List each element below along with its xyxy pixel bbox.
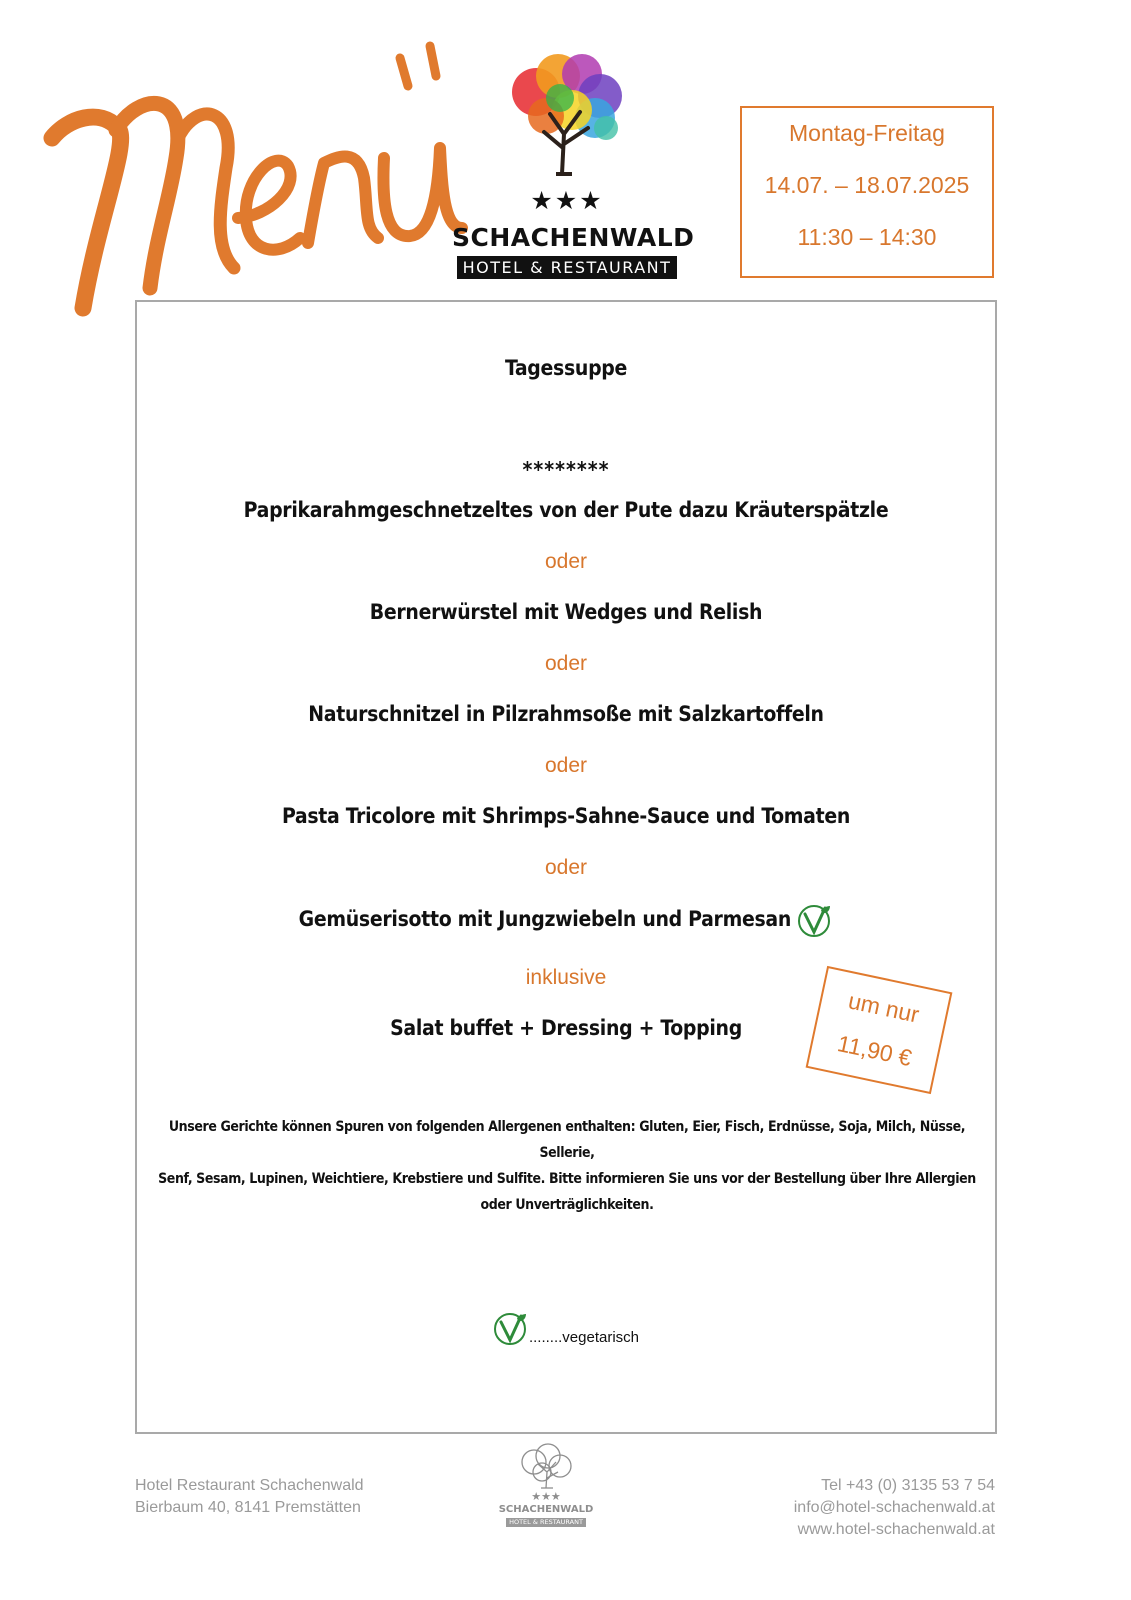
dish-4: Pasta Tricolore mit Shrimps-Sahne-Sauce und Tomaten: [281, 804, 851, 828]
dish-5: Gemüserisotto mit Jungzwiebeln und Parmesan: [298, 907, 792, 931]
schedule-hours: 11:30 – 14:30: [797, 224, 937, 250]
dish-5-row: [137, 902, 995, 938]
footer-phone: Tel +43 (0) 3135 53 7 54: [821, 1477, 995, 1494]
footer-contact: [740, 1475, 995, 1541]
price-amount: 11,90 €: [835, 1030, 915, 1072]
footer-logo-subtitle: HOTEL & RESTAURANT: [506, 1518, 586, 1527]
hotel-logo: [452, 48, 695, 288]
schedule-dates: 14.07. – 18.07.2025: [764, 172, 970, 198]
menu-title-script: [38, 38, 498, 338]
vegetarian-icon: [797, 902, 833, 938]
soup-item: Tagessuppe: [504, 356, 628, 380]
footer-website[interactable]: www.hotel-schachenwald.at: [797, 1521, 995, 1538]
footer-email[interactable]: info@hotel-schachenwald.at: [793, 1499, 995, 1516]
inclusive-label: inklusive: [525, 966, 607, 989]
vegetarian-icon: [493, 1310, 529, 1346]
legend-text: ........vegetarisch: [528, 1329, 640, 1346]
or-label: oder: [544, 652, 588, 675]
footer-address: [135, 1475, 364, 1519]
salad-item: Salat buffet + Dressing + Topping: [390, 1016, 742, 1040]
tree-outline-icon: [496, 1442, 596, 1490]
dish-2: Bernerwürstel mit Wedges und Relish: [369, 600, 763, 624]
colorful-tree-icon: [500, 48, 630, 178]
footer-address-line-1: Hotel Restaurant Schachenwald: [135, 1477, 364, 1494]
schedule-days: Montag-Freitag: [789, 120, 945, 146]
dish-3: Naturschnitzel in Pilzrahmsoße mit Salzkartoffeln: [308, 702, 824, 726]
logo-subtitle: HOTEL & RESTAURANT: [457, 256, 677, 279]
or-label: oder: [544, 856, 588, 879]
allergen-line-2: Senf, Sesam, Lupinen, Weichtiere, Krebstiere und Sulfite. Bitte informieren Sie uns vor der Bestellung über Ihre Allergien: [158, 1171, 976, 1187]
or-label: oder: [544, 754, 588, 777]
footer-address-line-2: Bierbaum 40, 8141 Premstätten: [135, 1499, 361, 1516]
footer-logo: [496, 1442, 596, 1542]
dish-1: Paprikarahmgeschnetzeltes von der Pute dazu Kräuterspätzle: [243, 498, 889, 522]
logo-name: SCHACHENWALD: [452, 223, 695, 252]
footer-logo-name: SCHACHENWALD: [498, 1504, 594, 1515]
vegetarian-legend: [137, 1310, 995, 1346]
allergen-line-3: oder Unverträglichkeiten.: [480, 1197, 654, 1213]
allergen-line-1: Unsere Gerichte können Spuren von folgenden Allergenen enthalten: Gluten, Eier, Fisch, Erdnüsse, Soja, Milch, Nüsse, Sellerie,: [168, 1119, 966, 1161]
separator: ********: [522, 458, 610, 482]
footer-logo-stars: ★★★: [531, 1490, 561, 1503]
schedule-box: [740, 106, 994, 278]
menu-panel: [135, 300, 997, 1434]
price-label: um nur: [846, 987, 922, 1028]
allergen-notice: [157, 1114, 977, 1218]
logo-stars: ★★★: [530, 186, 604, 215]
or-label: oder: [544, 550, 588, 573]
